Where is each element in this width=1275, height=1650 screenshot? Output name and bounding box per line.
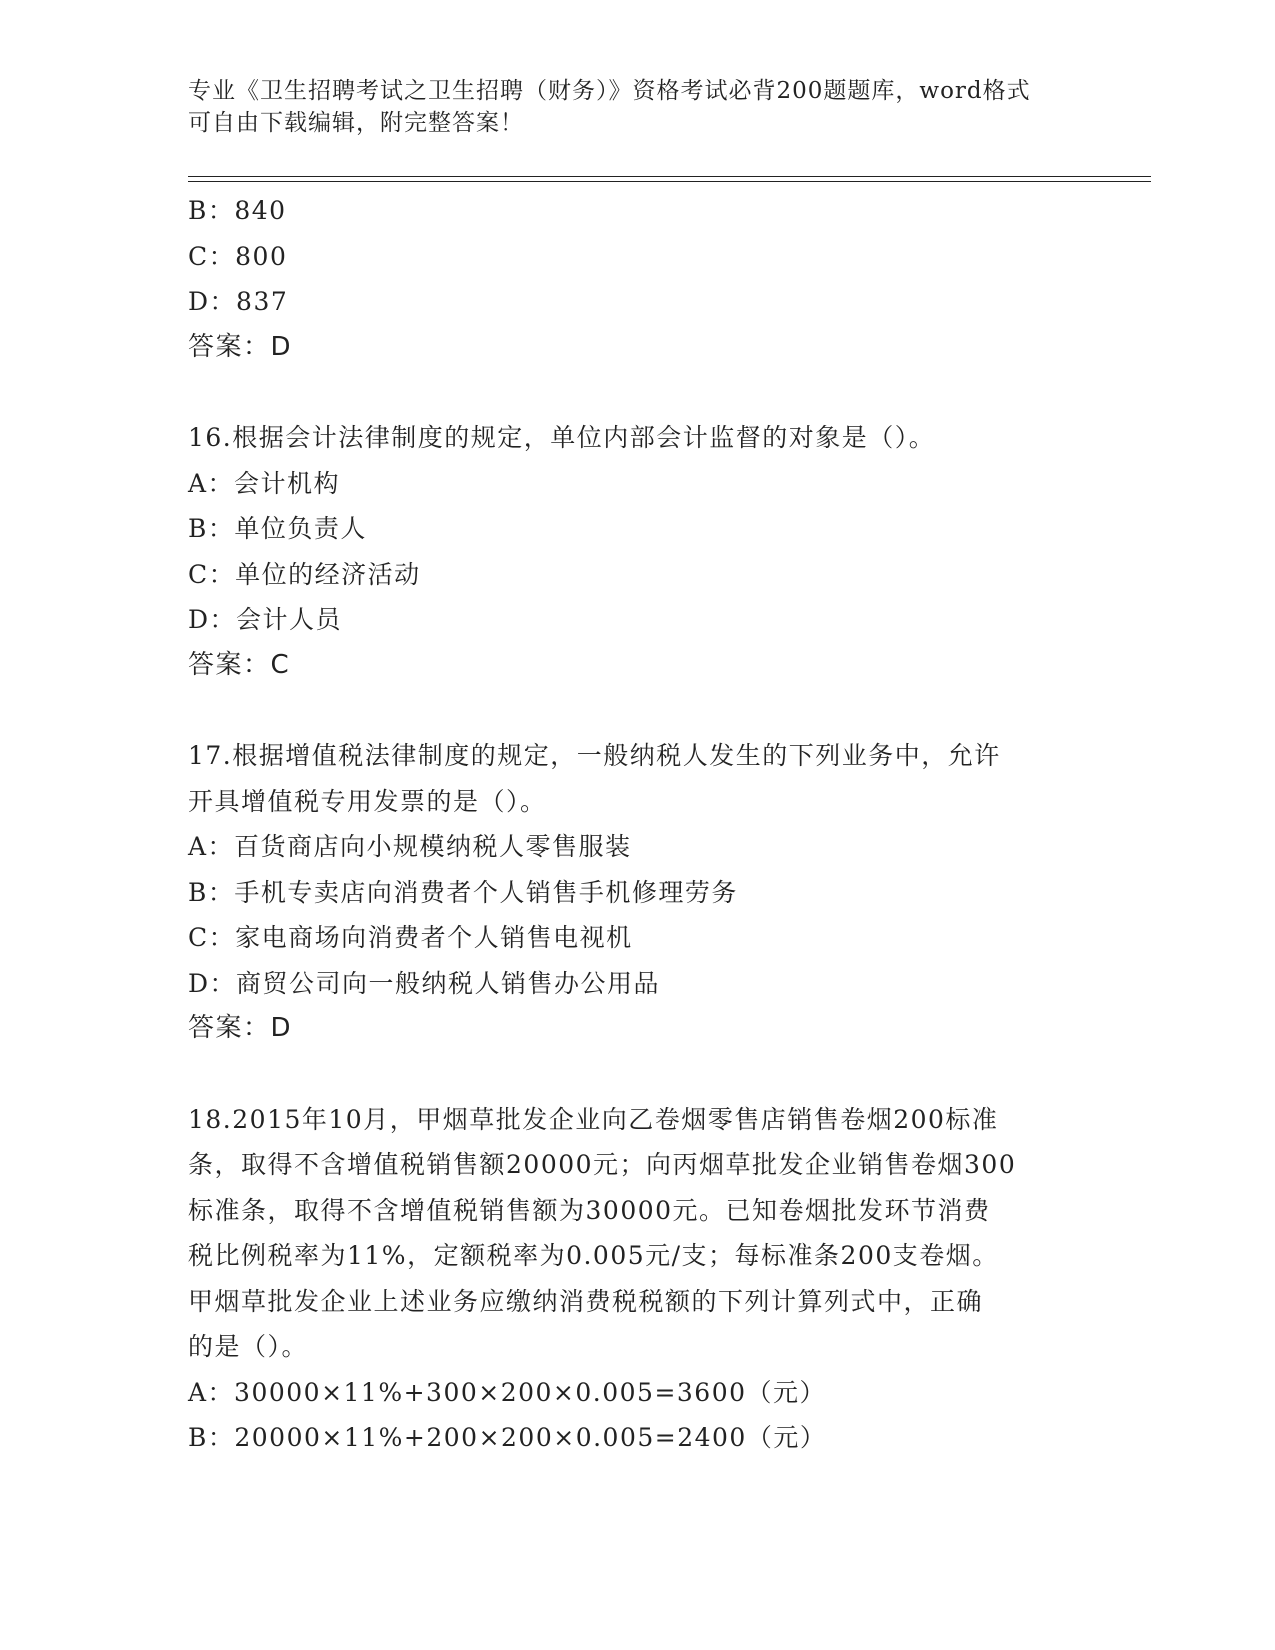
answer-line: 答案：D	[188, 331, 293, 362]
question-stem-line-2: 条，取得不含增值税销售额20000元；向丙烟草批发企业销售卷烟300	[188, 1150, 1017, 1179]
answer-line: 答案：C	[188, 649, 291, 680]
option-b: B：手机专卖店向消费者个人销售手机修理劳务	[188, 877, 738, 907]
option-a: A：百货商店向小规模纳税人零售服装	[188, 832, 632, 861]
option-b: B：单位负责人	[188, 514, 367, 543]
question-gap	[188, 370, 1088, 415]
question-17	[188, 733, 1088, 1052]
header-divider-top	[188, 176, 1151, 177]
question-stem: 16.根据会计法律制度的规定，单位内部会计监督的对象是（）。	[188, 423, 936, 452]
question-stem-line-4: 税比例税率为11%，定额税率为0.005元/支；每标准条200支卷烟。	[188, 1241, 999, 1270]
option-d: D：837	[188, 287, 289, 316]
option-c: C：家电商场向消费者个人销售电视机	[188, 923, 633, 952]
option-c: C：800	[188, 241, 288, 271]
option-c: C：单位的经济活动	[188, 559, 421, 589]
header-divider-bottom	[188, 181, 1151, 182]
question-15	[188, 188, 1088, 370]
option-b: B：20000×11%+200×200×0.005=2400（元）	[188, 1423, 827, 1452]
option-a: A：30000×11%+300×200×0.005=3600（元）	[188, 1377, 827, 1407]
question-stem-line-3: 标准条，取得不含增值税销售额为30000元。已知卷烟批发环节消费	[188, 1195, 991, 1225]
option-d: D：会计人员	[188, 605, 343, 634]
question-stem-line-2: 开具增值税专用发票的是（）。	[188, 786, 547, 816]
option-b: B：840	[188, 196, 287, 225]
question-16	[188, 415, 1088, 688]
option-a: A：会计机构	[188, 468, 341, 498]
question-gap	[188, 688, 1088, 733]
question-stem-line-1: 17.根据增值税法律制度的规定，一般纳税人发生的下列业务中，允许	[188, 741, 1001, 770]
question-stem-line-6: 的是（）。	[188, 1332, 309, 1361]
header-title-line-1: 专业《卫生招聘考试之卫生招聘（财务）》资格考试必背200题题库，word格式	[188, 78, 1031, 104]
option-d: D：商贸公司向一般纳税人销售办公用品	[188, 968, 661, 998]
question-stem-line-1: 18.2015年10月，甲烟草批发企业向乙卷烟零售店销售卷烟200标准	[188, 1104, 999, 1134]
question-list	[188, 188, 1088, 1461]
answer-line: 答案：D	[188, 1013, 293, 1043]
question-18	[188, 1097, 1088, 1461]
question-stem-line-5: 甲烟草批发企业上述业务应缴纳消费税税额的下列计算列式中，正确	[188, 1286, 984, 1316]
question-gap	[188, 1052, 1088, 1097]
header-title-line-2: 可自由下载编辑，附完整答案！	[188, 110, 524, 136]
page-header	[188, 75, 1068, 139]
